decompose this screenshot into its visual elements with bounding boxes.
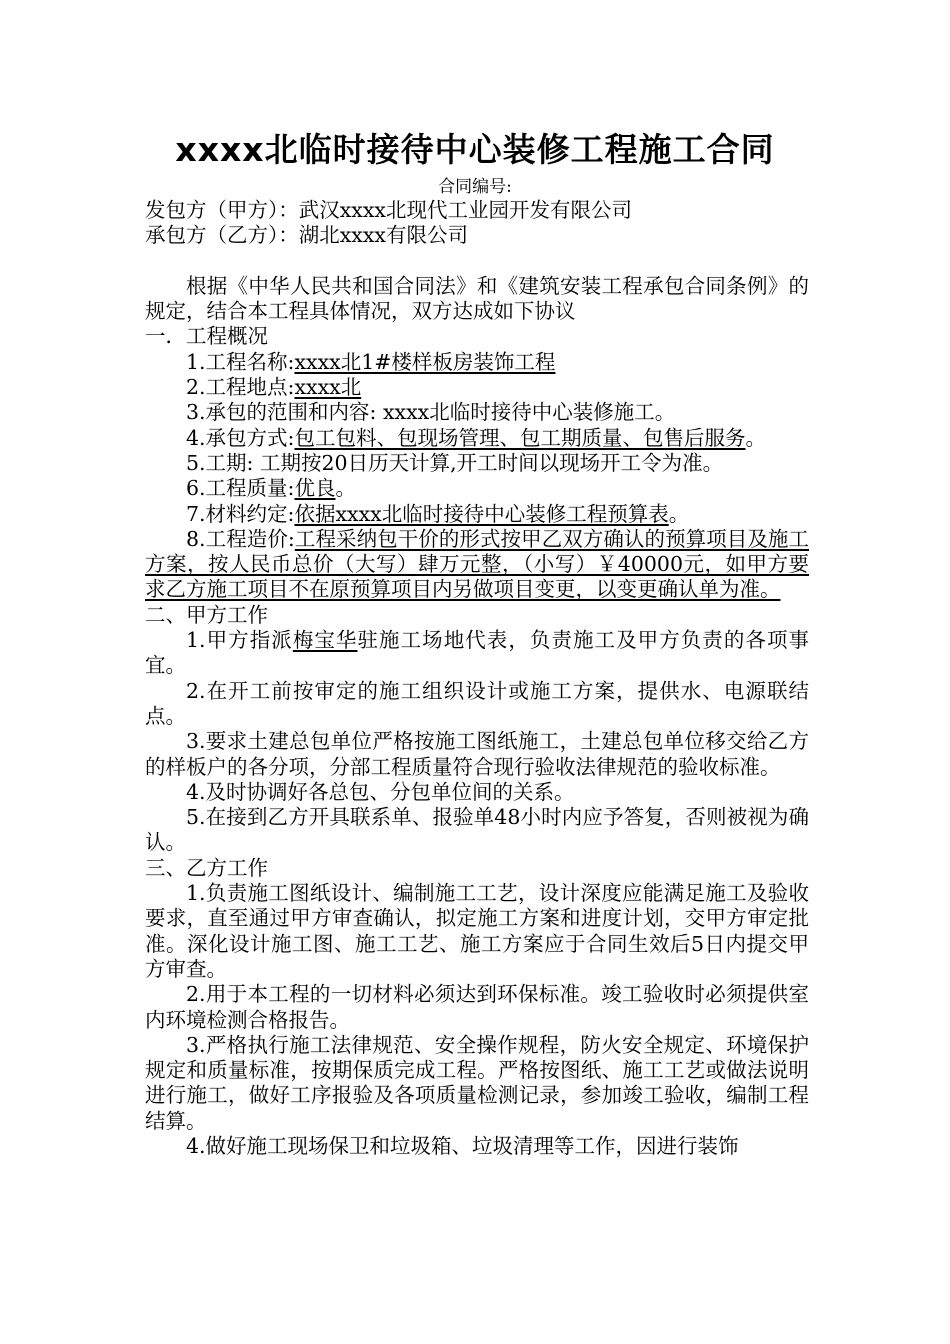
punctuation: 。 [668, 501, 690, 526]
text-segment: 1.甲方指派 [186, 628, 293, 653]
item-contract-method [145, 426, 809, 451]
party-b-duty-3: 3.严格执行施工法律规范、安全操作规程，防火安全规定、环境保护规定和质量标准，按期保质完成工程。严格按图纸、施工工艺或做法说明进行施工，做好工序报验及各项质量检测记录，参加竣工验收，编制工程结算。 [145, 1032, 809, 1133]
item-duration: 5.工期: 工期按20日历天计算,开工时间以现场开工令为准。 [186, 450, 724, 475]
party-b: 承包方（乙方）：湖北xxxx有限公司 [145, 223, 468, 248]
party-a-duty-3: 3.要求土建总包单位严格按施工图纸施工，土建总包单位移交给乙方的样板户的各分项，分部工程质量符合现行验收法律规范的验收标准。 [145, 729, 809, 779]
party-a-duty-5: 5.在接到乙方开具联系单、报验单48小时内应予答复，否则被视为确认。 [145, 805, 809, 855]
item-label: 6.工程质量: [186, 476, 295, 501]
page-title: xxxx北临时接待中心装修工程施工合同 [175, 130, 775, 169]
section-1-heading: 一．工程概况 [145, 324, 268, 349]
punctuation: 。 [745, 425, 766, 450]
item-materials [145, 502, 809, 527]
text-segment: 驻施工场地代表，负责施工及甲方负责的各项事宜。 [145, 628, 810, 678]
contract-body [145, 198, 809, 1159]
quality-value: 优良 [294, 476, 336, 501]
party-b-duty-4: 4.做好施工现场保卫和垃圾箱、垃圾清理等工作，因进行装饰 [186, 1133, 739, 1158]
representative-name: 梅宝华 [292, 628, 358, 653]
contract-method-value: 包工包料、包现场管理、包工期质量、包售后服务 [294, 425, 746, 450]
item-scope: 3.承包的范围和内容: xxxx北临时接待中心装修施工。 [186, 400, 676, 425]
section-3-heading: 三、乙方工作 [145, 855, 268, 880]
contract-price-value: 工程采纳包干价的形式按甲乙双方确认的预算项目及施工方案，按人民币总价（大写）肆万元整，（小写）￥40000元，如甲方要求乙方施工项目不在原预算项目内另做项目变更，以变更确认单为准。 [145, 526, 810, 602]
party-a-duty-2: 2.在开工前按审定的施工组织设计或施工方案，提供水、电源联结点。 [145, 678, 809, 728]
item-project-location [145, 375, 809, 400]
party-a-duty-4: 4.及时协调好各总包、分包单位间的关系。 [186, 779, 575, 804]
party-b-duty-1: 1.负责施工图纸设计、编制施工工艺，设计深度应能满足施工及验收要求，直至通过甲方审查确认，拟定施工方案和进度计划，交甲方审定批准。深化设计施工图、施工工艺、施工方案应于合同生效后5日内提交甲方审查。 [145, 881, 809, 981]
item-label: 2.工程地点: [186, 375, 295, 400]
project-name-value: xxxx北1#楼样板房装饰工程 [294, 349, 556, 374]
item-label: 1.工程名称: [186, 349, 295, 374]
materials-value: 依据xxxx北临时接待中心装修工程预算表 [294, 501, 669, 526]
punctuation: 。 [335, 476, 356, 501]
item-label: 4.承包方式: [186, 425, 295, 450]
item-quality [145, 476, 809, 501]
party-a-duty-1 [145, 628, 809, 679]
item-project-name [145, 350, 809, 375]
item-label: 7.材料约定: [186, 501, 295, 526]
section-2-heading: 二、甲方工作 [145, 602, 268, 627]
item-contract-price [145, 527, 809, 603]
contract-number-label: 合同编号: [438, 177, 512, 197]
item-label: 8.工程造价: [186, 526, 295, 551]
party-b-duty-2: 2.用于本工程的一切材料必须达到环保标准。竣工验收时必须提供室内环境检测合格报告。 [145, 982, 809, 1032]
project-location-value: xxxx北 [294, 375, 362, 400]
preamble-paragraph: 根据《中华人民共和国合同法》和《建筑安装工程承包合同条例》的规定，结合本工程具体情况，双方达成如下协议 [145, 273, 809, 324]
party-a: 发包方（甲方）：武汉xxxx北现代工业园开发有限公司 [145, 198, 632, 222]
